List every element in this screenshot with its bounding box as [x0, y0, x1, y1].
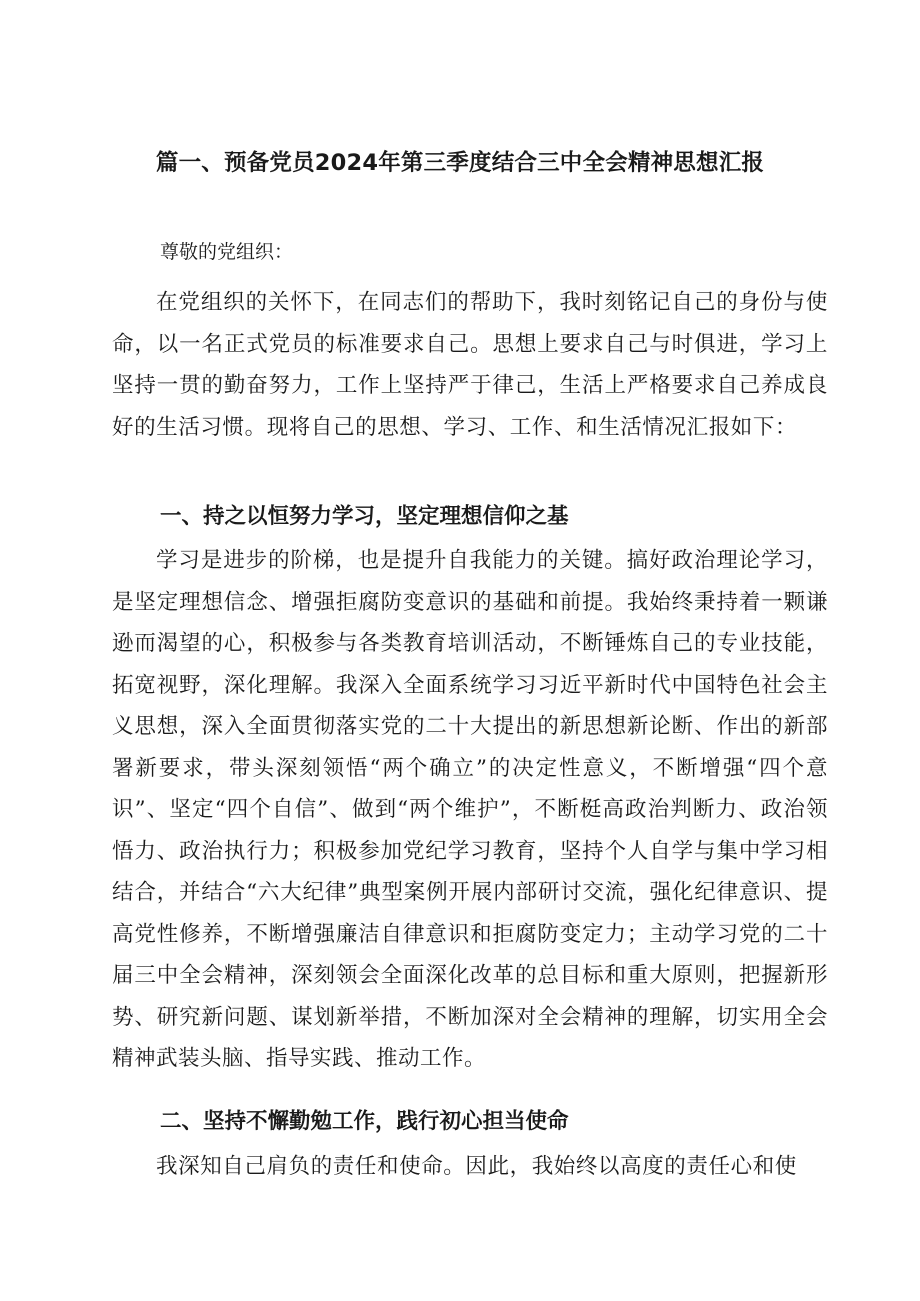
salutation: 尊敬的党组织：	[160, 241, 294, 263]
intro-paragraph: 在党组织的关怀下，在同志们的帮助下，我时刻铭记自己的身份与使命，以一名正式党员的标准要求自己。思想上要求自己与时俱进，学习上坚持一贯的勤奋努力，工作上坚持严于律己，生活上严格要求自己养成良好的生活习惯。现将自己的思想、学习、工作、和生活情况汇报如下：	[112, 290, 828, 440]
section-2-paragraph: 我深知自己肩负的责任和使命。因此，我始终以高度的责任心和使	[156, 1154, 797, 1179]
section-heading-2: 二、坚持不懈勤勉工作，践行初心担当使命	[160, 1109, 569, 1134]
document-title: 篇一、预备党员2024年第三季度结合三中全会精神思想汇报	[155, 150, 765, 176]
section-heading-1: 一、持之以恒努力学习，坚定理想信仰之基	[160, 504, 569, 529]
section-1-paragraph: 学习是进步的阶梯，也是提升自我能力的关键。搞好政治理论学习，是坚定理想信念、增强拒腐防变意识的基础和前提。我始终秉持着一颗谦逊而渴望的心，积极参与各类教育培训活动，不断锤炼自己的专业技能，拓宽视野，深化理解。我深入全面系统学习习近平新时代中国特色社会主义思想，深入全面贯彻落实党的二十大提出的新思想新论断、作出的新部署新要求，带头深刻领悟“两个确立”的决定性意义，不断增强“四个意识”、坚定“四个自信”、做到“两个维护”，不断梃高政治判断力、政治领悟力、政治执行力；积极参加党纪学习教育，坚持个人自学与集中学习相结合，并结合“六大纪律”典型案例开展内部研讨交流，强化纪律意识、提高党性修养，不断增强廉洁自律意识和拒腐防变定力；主动学习党的二十届三中全会精神，深刻领会全面深化改革的总目标和重大原则，把握新形势、研究新问题、谋划新举措，不断加深对全会精神的理解，切实用全会精神武装头脑、指导实践、推动工作。	[112, 548, 828, 1071]
